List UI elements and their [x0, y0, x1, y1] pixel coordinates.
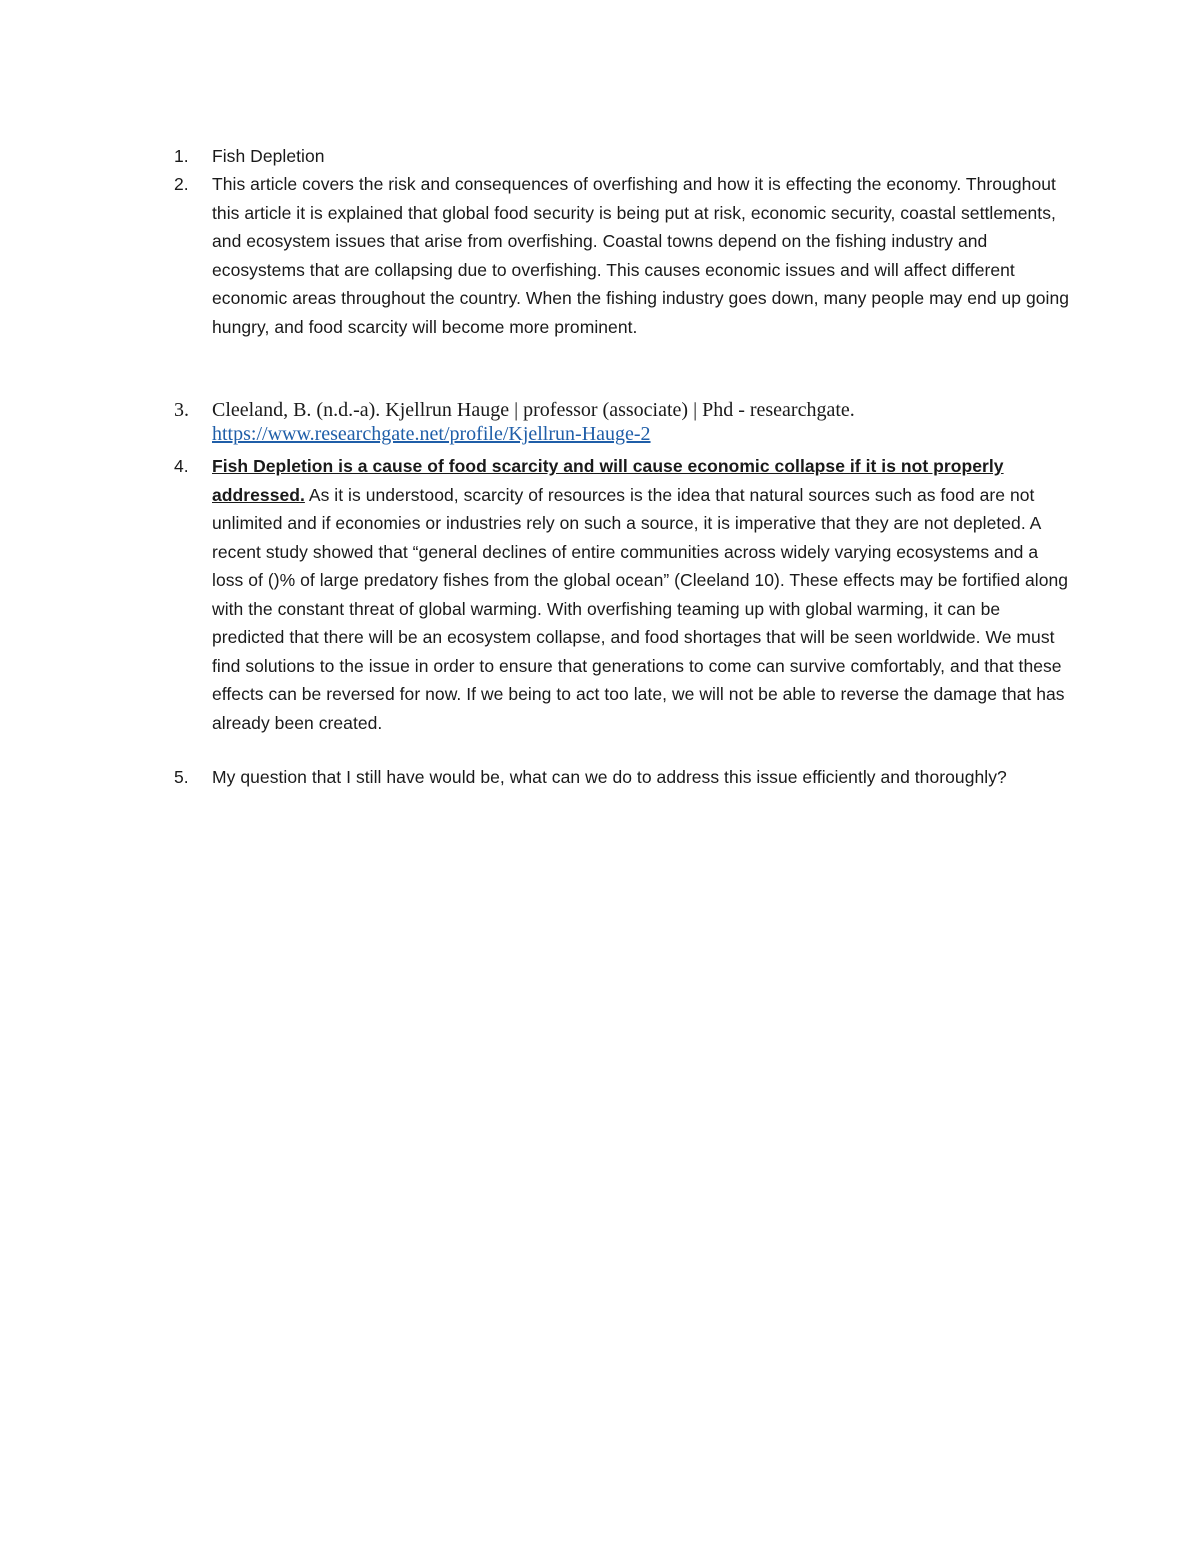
- list-item: [174, 452, 1074, 737]
- thesis-body: As it is understood, scarcity of resources is the idea that natural sources such as food are not unlimited and if economies or industries rely on such a source, it is imperative that they are not depleted. A recent study showed that “general declines of entire communities across widely varying ecosystems and a loss of ()% of large predatory fishes from the global ocean” (Cleeland 10). These effects may be fortified along with the constant threat of global warming. With overfishing teaming up with global warming, it can be predicted that there will be an ecosystem collapse, and food shortages that will be seen worldwide. We must find solutions to the issue in order to ensure that generations to come can survive comfortably, and that these effects can be reversed for now. If we being to act too late, we will not be able to reverse the damage that has already been created.: [212, 484, 1069, 733]
- remaining-question: My question that I still have would be, what can we do to address this issue efficiently and thoroughly?: [212, 767, 1007, 787]
- citation: [212, 398, 1074, 446]
- list-item: [174, 170, 1074, 341]
- list-item: [174, 142, 1074, 171]
- citation-text: Cleeland, B. (n.d.-a). Kjellrun Hauge | professor (associate) | Phd - researchgate.: [212, 399, 855, 421]
- list-item: [174, 763, 1074, 792]
- topic-title: Fish Depletion: [212, 146, 325, 166]
- list-number: 2.: [174, 174, 189, 194]
- thesis-paragraph: [212, 452, 1074, 737]
- list-number: 5.: [174, 767, 189, 787]
- list-number: 3.: [174, 399, 189, 421]
- list-number: 1.: [174, 146, 189, 166]
- list-item: [174, 398, 1074, 446]
- list-number: 4.: [174, 456, 189, 476]
- article-summary: This article covers the risk and consequences of overfishing and how it is effecting the economy. Throughout this article it is explained that global food security is being put at risk, economic security, coastal settlements, and ecosystem issues that arise from overfishing. Coastal towns depend on the fishing industry and ecosystems that are collapsing due to overfishing. This causes economic issues and will affect different economic areas throughout the country. When the fishing industry goes down, many people may end up going hungry, and food scarcity will become more prominent.: [212, 174, 1070, 337]
- thesis-statement: Fish Depletion is a cause of food scarcity and will cause economic collapse if it is not properly addressed.: [212, 456, 1004, 505]
- citation-link[interactable]: https://www.researchgate.net/profile/Kjellrun-Hauge-2: [212, 423, 651, 445]
